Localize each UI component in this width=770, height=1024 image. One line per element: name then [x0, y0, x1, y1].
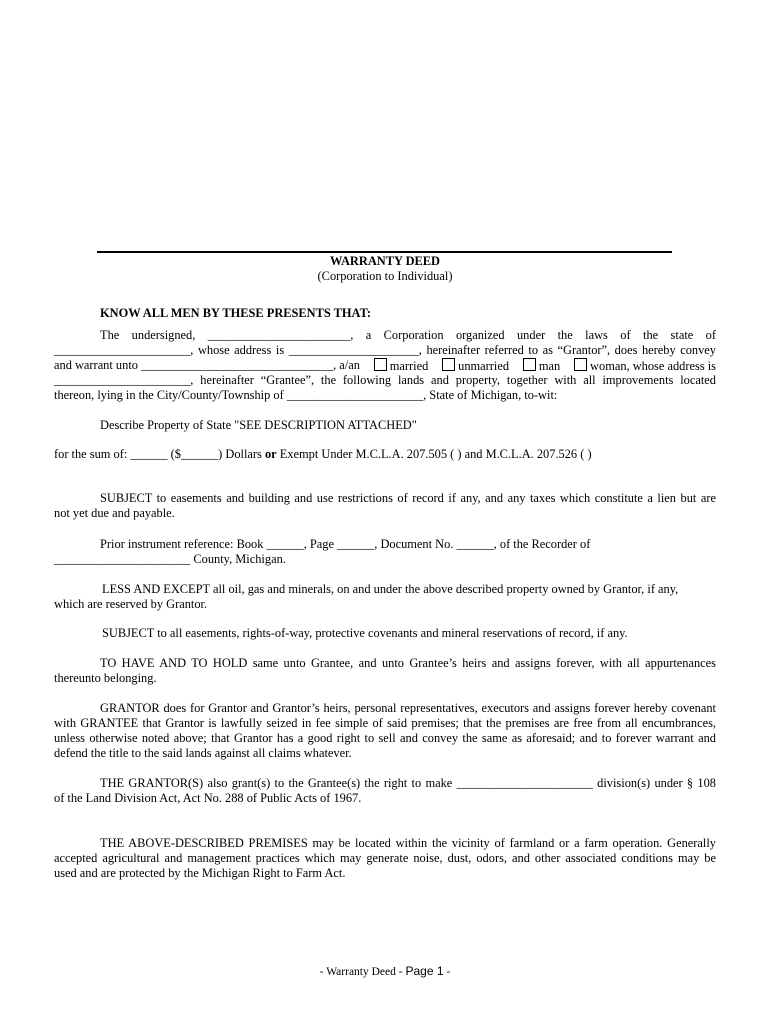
woman-checkbox[interactable] [574, 358, 587, 371]
unmarried-option [439, 358, 509, 374]
consideration-line [54, 447, 716, 462]
consideration-amount: for the sum of: ______ ($______) Dollars [54, 447, 262, 461]
footer-page-number: Page 1 [405, 964, 444, 978]
document-title: WARRANTY DEED [329, 254, 441, 268]
covenant-line-3: unless otherwise noted above; that Grantor has a good right to sell and convey the same as aforesaid; and to forever warrant and [54, 731, 716, 745]
covenant-line-4: defend the title to the said lands against all claims whatever. [54, 746, 352, 760]
man-label: man [538, 359, 561, 373]
footer-trailing-dash: - [446, 966, 451, 978]
covenant-line-2: with GRANTEE that Grantor is lawfully seized in fee simple of said premises; that the premises are free from all encumbrances, [54, 716, 716, 730]
property-description: Describe Property of State "SEE DESCRIPTION ATTACHED" [100, 418, 417, 432]
consideration-or: or [264, 447, 277, 461]
subject-line-2: not yet due and payable. [54, 506, 175, 520]
document-subtitle: (Corporation to Individual) [317, 269, 453, 283]
woman-option [571, 358, 716, 374]
married-label: married [389, 359, 429, 373]
exemption-text: Exempt Under M.C.L.A. 207.505 ( ) and M.C.L.A. 207.526 ( ) [279, 447, 592, 461]
less-except-line-2: which are reserved by Grantor. [54, 597, 208, 611]
habendum-line-1: TO HAVE AND TO HOLD same unto Grantee, and unto Grantee’s heirs and assigns forever, with all appurtenances [100, 656, 716, 670]
man-option [520, 358, 560, 374]
married-option [371, 358, 429, 374]
intro-line-4: ______________________, hereinafter “Grantee”, the following lands and property, together with all improvements located [54, 373, 716, 387]
married-checkbox[interactable] [374, 358, 387, 371]
unmarried-label: unmarried [458, 359, 510, 373]
grantee-name-text: and warrant unto _______________________________, a/an [54, 358, 360, 372]
intro-line-3 [54, 358, 716, 374]
division-line-2: of the Land Division Act, Act No. 288 of Public Acts of 1967. [54, 791, 362, 805]
intro-line-5: thereon, lying in the City/County/Township of ______________________, State of Michigan, to-wit: [54, 388, 558, 402]
farm-line-1: THE ABOVE-DESCRIBED PREMISES may be located within the vicinity of farmland or a farm operation. Generally [100, 836, 716, 850]
farm-line-2: accepted agricultural and management practices which may generate noise, dust, odors, and other associated conditions may be [54, 851, 716, 865]
intro-line-1: The undersigned, _______________________, a Corporation organized under the laws of the state of [100, 328, 716, 342]
covenant-line-1: GRANTOR does for Grantor and Grantor’s heirs, personal representatives, executors and assigns forever hereby covenant [100, 701, 716, 715]
prior-instrument-line-1: Prior instrument reference: Book ______, Page ______, Document No. ______, of the Recorder of [100, 537, 591, 551]
habendum-line-2: thereunto belonging. [54, 671, 157, 685]
intro-line-2: ______________________, whose address is _____________________, hereinafter referred to as “Grantor”, does hereby convey [54, 343, 716, 357]
farm-line-3: used and are protected by the Michigan Right to Farm Act. [54, 866, 346, 880]
header-rule [97, 251, 672, 253]
subject-line-1: SUBJECT to easements and building and use restrictions of record if any, and any taxes which constitute a lien but are [100, 491, 716, 505]
page-footer [0, 964, 770, 978]
prior-instrument-line-2: ______________________ County, Michigan. [54, 552, 286, 566]
intro-heading: KNOW ALL MEN BY THESE PRESENTS THAT: [100, 306, 372, 320]
woman-label: woman, whose address is [590, 359, 716, 373]
man-checkbox[interactable] [523, 358, 536, 371]
division-line-1: THE GRANTOR(S) also grant(s) to the Grantee(s) the right to make ______________________ division(s) under § 108 [100, 776, 716, 790]
less-except-line-1: LESS AND EXCEPT all oil, gas and minerals, on and under the above described property owned by Grantor, if any, [102, 582, 679, 596]
subject-easements-line: SUBJECT to all easements, rights-of-way, protective covenants and mineral reservations of record, if any. [102, 626, 628, 640]
unmarried-checkbox[interactable] [442, 358, 455, 371]
footer-doc-name: - Warranty Deed - [319, 966, 403, 978]
